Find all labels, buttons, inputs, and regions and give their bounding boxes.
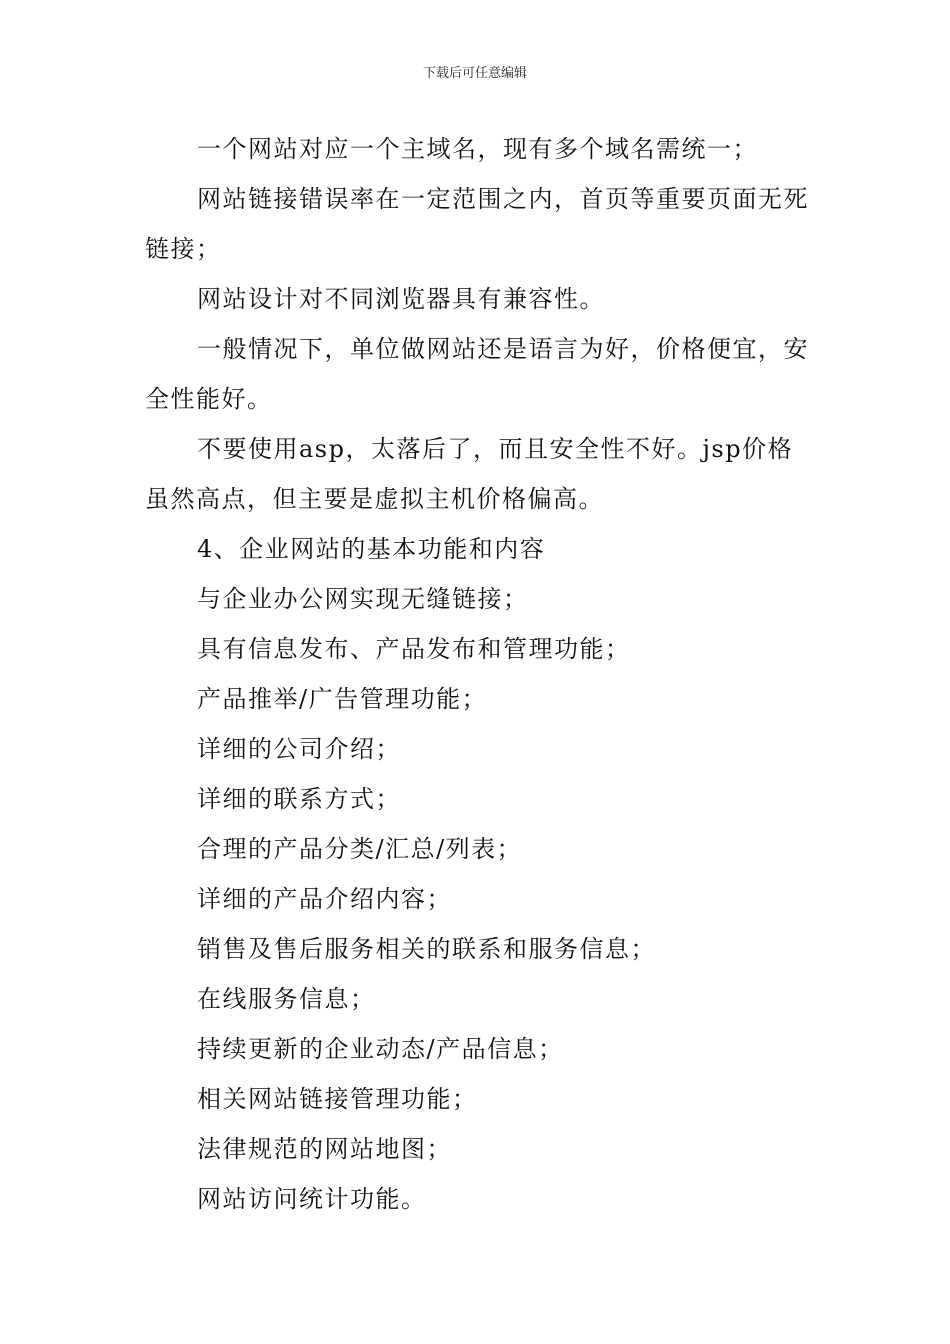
paragraph-asp-jsp: 不要使用asp，太落后了，而且安全性不好。jsp价格虽然高点，但主要是虚拟主机价格偏高。 (145, 435, 794, 513)
section-heading-basic-functions: 4、企业网站的基本功能和内容 (197, 535, 546, 563)
list-item: 与企业办公网实现无缝链接； (197, 585, 529, 613)
list-item: 详细的联系方式； (197, 785, 401, 813)
list-item: 相关网站链接管理功能； (197, 1085, 478, 1113)
list-item: 产品推举/广告管理功能； (197, 685, 488, 713)
list-item: 销售及售后服务相关的联系和服务信息； (197, 935, 656, 963)
list-item: 具有信息发布、产品发布和管理功能； (197, 635, 631, 663)
page-header-note: 下载后可任意编辑 (422, 66, 527, 81)
list-item: 详细的公司介绍； (197, 735, 401, 763)
list-item: 详细的产品介绍内容； (197, 885, 452, 913)
list-item: 法律规范的网站地图； (197, 1135, 452, 1163)
document-body (145, 124, 810, 1224)
paragraph-browser-compat: 网站设计对不同浏览器具有兼容性。 (197, 285, 605, 313)
paragraph-domain: 一个网站对应一个主域名，现有多个域名需统一； (197, 135, 758, 163)
list-item: 合理的产品分类/汇总/列表； (197, 835, 523, 863)
list-item: 在线服务信息； (197, 985, 376, 1013)
list-item: 网站访问统计功能。 (197, 1185, 427, 1213)
list-item: 持续更新的企业动态/产品信息； (197, 1035, 564, 1063)
paragraph-dead-links: 网站链接错误率在一定范围之内，首页等重要页面无死链接； (145, 185, 809, 263)
paragraph-language-choice: 一般情况下，单位做网站还是语言为好，价格便宜，安全性能好。 (145, 335, 809, 413)
